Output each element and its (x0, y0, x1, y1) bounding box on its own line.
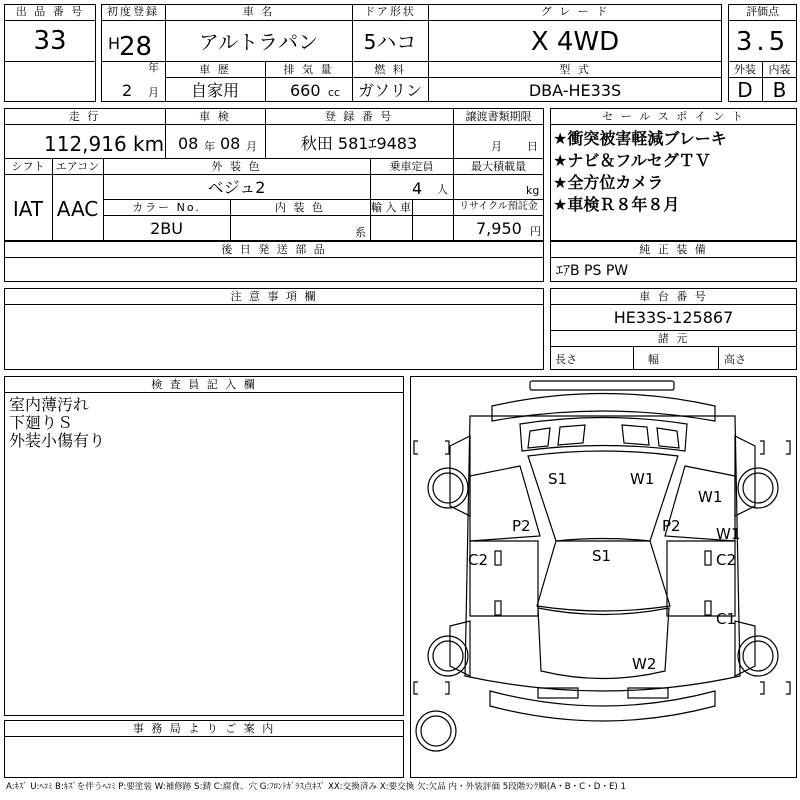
sales-point: ★ナビ＆フルセグＴＶ (553, 151, 711, 170)
capacity-unit: 人 (437, 183, 448, 196)
sales-point: ★全方位カメラ (553, 173, 664, 192)
damage-mark: W1 (698, 488, 723, 506)
door-label: ドア形状 (364, 5, 416, 18)
reg-month: 2 (122, 81, 133, 100)
int-grade: B (772, 78, 787, 102)
reg-year: 28 (119, 32, 153, 62)
wheel-front-right (738, 636, 778, 676)
color-no-label: カラー No. (132, 201, 201, 214)
rear-bumper-outline (492, 394, 715, 422)
recycle-unit: 円 (530, 225, 541, 238)
capacity-label: 乗車定員 (389, 160, 434, 173)
damage-mark: W1 (716, 525, 741, 543)
transfer-month-unit: 月 (491, 140, 502, 153)
model-code: DBA-HE33S (528, 81, 622, 100)
office-label: 事 務 局 よ り ご 案 内 (132, 722, 276, 735)
car-damage-diagram (410, 376, 797, 778)
roof-panel (528, 451, 678, 541)
plate-number: 秋田 581ｴ9483 (300, 134, 418, 153)
insp-year-unit: 年 (204, 140, 215, 153)
dims-height-label: 高さ (724, 353, 746, 366)
inspector-line: 室内薄汚れ (9, 395, 90, 414)
dims-label: 諸 元 (657, 332, 690, 345)
ac-label: エアコン (55, 160, 100, 173)
insp-year: 08 (178, 134, 199, 153)
inspection-label: 車 検 (199, 110, 231, 123)
dims-width-label: 幅 (648, 353, 659, 366)
shift-label: シフト (11, 160, 45, 173)
chassis-number: HE33S-125867 (613, 308, 734, 327)
load-unit: kg (526, 184, 540, 197)
transfer-label: 譲渡書類期限 (465, 110, 532, 123)
recycle-amount: 7,950 (476, 219, 522, 238)
ext-grade: D (737, 78, 753, 102)
insp-month-unit: 月 (246, 140, 257, 153)
score: 3.5 (735, 27, 790, 57)
damage-mark: P2 (662, 517, 681, 535)
wheel-rear-left (428, 468, 468, 508)
mileage-unit: km (133, 132, 165, 156)
sales-points-label: セ ー ル ス ポ イ ン ト (602, 110, 745, 123)
damage-mark: S1 (548, 470, 568, 488)
plate-label: 登 録 番 号 (324, 110, 394, 123)
ext-color: ベジュ2 (207, 178, 266, 197)
parts-label: 後 日 発 送 部 品 (221, 243, 327, 256)
equipment-value: ｴｱB PS PW (556, 263, 629, 279)
shift: IAT (12, 197, 44, 221)
door-type: 5ハコ (363, 30, 417, 54)
load-label: 最大積載量 (471, 160, 526, 173)
import-label: 輸 入 車 (371, 201, 411, 214)
int-color-unit: 系 (355, 226, 366, 239)
color-no: 2BU (150, 219, 183, 238)
displacement-unit: cc (328, 86, 341, 99)
lot-no: 33 (33, 26, 67, 56)
grade-label: グ レ ー ド (540, 5, 610, 18)
damage-mark: P2 (512, 517, 531, 535)
mileage: 112,916 (44, 132, 127, 156)
wheel-front-left (428, 636, 468, 676)
wheel-rear-right (738, 468, 778, 508)
grade: X 4WD (530, 27, 620, 57)
spare-wheel (416, 711, 456, 751)
car-name-label: 車 名 (242, 5, 275, 18)
notes-label: 注 意 事 項 欄 (230, 290, 318, 303)
ext-grade-label: 外装 (734, 63, 756, 76)
sales-point: ★車検Ｒ８年８月 (553, 195, 680, 214)
equipment-label: 純 正 装 備 (639, 243, 708, 256)
month-unit: 月 (148, 86, 159, 99)
int-color-label: 内 装 色 (275, 201, 325, 214)
ext-color-label: 外 装 色 (211, 160, 262, 173)
fuel: ガソリン (357, 81, 422, 100)
damage-mark: S1 (592, 547, 612, 565)
damage-mark: C2 (468, 551, 489, 569)
transfer-day-unit: 日 (527, 140, 538, 153)
car-name: アルトラパン (198, 30, 319, 54)
sales-point: ★衝突被害軽減ブレーキ (553, 129, 727, 148)
displacement: 660 (290, 81, 321, 100)
fuel-label: 燃 料 (374, 63, 406, 76)
chassis-label: 車 台 番 号 (639, 290, 708, 303)
mileage-label: 走 行 (68, 110, 101, 123)
era: H (108, 34, 121, 53)
inspector-label: 検 査 員 記 入 欄 (151, 378, 257, 391)
capacity: 4 (412, 179, 423, 198)
recycle-label: リサイクル預託金 (459, 201, 538, 212)
inspector-line: 下廻りＳ (9, 413, 74, 432)
model-code-label: 型 式 (559, 63, 591, 76)
damage-mark: C1 (716, 610, 737, 628)
int-grade-label: 内装 (768, 63, 791, 76)
history: 自家用 (190, 81, 239, 100)
damage-mark: W1 (630, 470, 655, 488)
dims-length-label: 長さ (555, 353, 577, 366)
year-unit: 年 (148, 61, 159, 74)
inspector-line: 外装小傷有り (9, 431, 106, 450)
damage-mark: C2 (716, 551, 737, 569)
score-label: 評価点 (746, 5, 779, 18)
insp-month: 08 (220, 134, 241, 153)
ac: AAC (56, 197, 99, 221)
first-reg-label: 初度登録 (107, 5, 159, 18)
history-label: 車 歴 (199, 63, 231, 76)
damage-mark: W2 (632, 655, 657, 673)
roof-spoiler (530, 381, 674, 390)
lot-no-label: 出 品 番 号 (15, 5, 85, 18)
displacement-label: 排 気 量 (283, 63, 334, 76)
legend: A:ｷｽﾞ U:ﾍｺﾐ B:ｷｽﾞを伴うﾍｺﾐ P:要塗装 W:補修跡 S:錆 C:腐食、穴 G:ﾌﾛﾝﾄｶﾞﾗｽ点ｷｽﾞ XX:交換済み X:要交換 欠:欠品 内・外装評価 5段階ﾗﾝｸ順(A・B・C・D・E) 1 (6, 782, 626, 792)
front-bumper (490, 691, 715, 721)
